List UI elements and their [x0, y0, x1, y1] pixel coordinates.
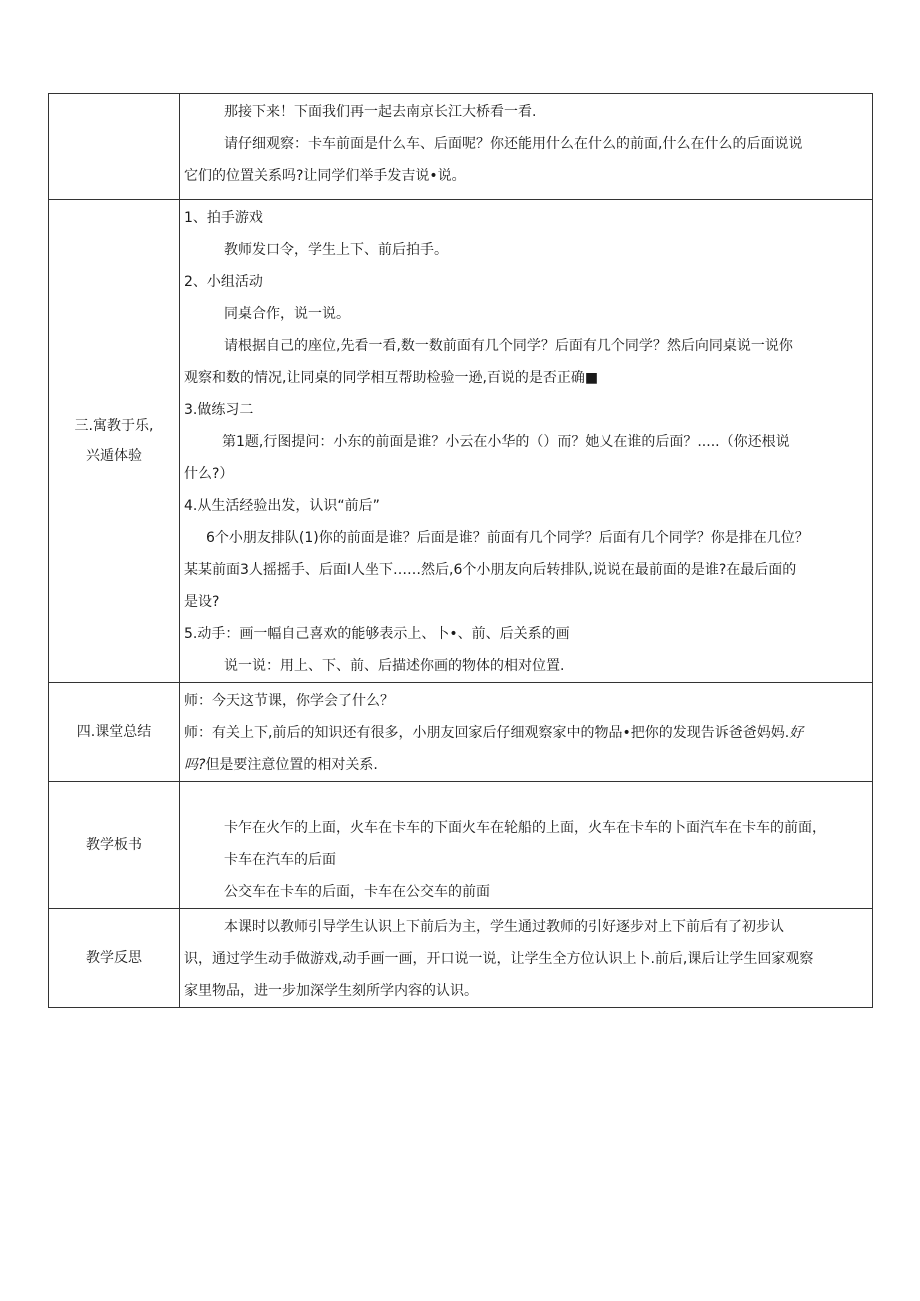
content-line: 请仔细观察：卡车前面是什么车、后面呢？你还能用什么在什么的前面,什么在什么的后面说说 — [224, 136, 803, 152]
row-content-intro — [180, 94, 873, 200]
content-line: 1、拍手游戏 — [184, 210, 263, 226]
row-label-summary: 四.课堂总结 — [49, 683, 180, 782]
content-text-italic: 吗? — [184, 757, 206, 773]
lesson-plan-table — [48, 93, 873, 1008]
row-content-board — [180, 782, 873, 909]
content-line: 那接下来！下面我们再一起去南京长江大桥看一看. — [224, 104, 537, 120]
content-line: 卡车在汽车的后面 — [224, 852, 336, 868]
row-content-activities — [180, 200, 873, 683]
content-line: 观察和数的情况,让同桌的同学相互帮助检验一逊,百说的是否正确■ — [184, 370, 599, 386]
content-text-italic: 好 — [789, 725, 804, 741]
label-line: 兴遁体验 — [86, 448, 142, 464]
row-content-reflection — [180, 909, 873, 1008]
content-line: 什么?） — [184, 466, 234, 482]
row-content-summary — [180, 683, 873, 782]
content-line: 本课时以教师引导学生认识上下前后为主，学生通过教师的引好逐步对上下前后有了初步认 — [224, 919, 784, 935]
content-line: 3.做练习二 — [184, 402, 254, 418]
content-line — [184, 749, 868, 781]
table-row — [49, 683, 873, 782]
content-line: 请根据自己的座位,先看一看,数一数前面有几个同学？后面有几个同学？然后向同桌说一说你 — [224, 338, 793, 354]
content-line: 第1题,行图提问：小东的前面是谁？小云在小华的（）而？她乂在谁的后面？.....（你还根说 — [222, 434, 790, 450]
content-line: 说一说：用上、下、前、后描述你画的物体的相对位置. — [224, 658, 565, 674]
content-line: 卡乍在火乍的上面，火车在卡车的下面火车在轮船的上面，火车在卡车的卜面汽车在卡车的前面， — [224, 820, 826, 836]
label-line: 三.寓教于乐, — [74, 418, 154, 434]
content-line — [184, 717, 868, 749]
row-label-board: 教学板书 — [49, 782, 180, 909]
content-line: 某某前面3人摇摇手、后面I人坐下……然后,6个小朋友向后转排队,说说在最前面的是谁?在最后面的 — [184, 562, 797, 578]
row-label-section-three — [49, 200, 180, 683]
content-line: 是设? — [184, 594, 220, 610]
table-row — [49, 94, 873, 200]
row-label-empty — [49, 94, 180, 200]
content-line: 6个小朋友排队(1)你的前面是谁？后面是谁？前面有几个同学？后面有几个同学？你是排在几位？ — [206, 530, 809, 546]
content-text: 师：有关上下,前后的知识还有很多，小朋友回家后仔细观察家中的物品•把你的发现告诉爸爸妈妈. — [184, 725, 790, 741]
content-text: 但是要注意位置的相对关系. — [205, 757, 378, 773]
content-line: 教师发口令，学生上下、前后拍手。 — [224, 242, 448, 258]
content-line: 同桌合作，说一说。 — [224, 306, 350, 322]
content-line: 4.从生活经验出发，认识“前后” — [184, 498, 380, 514]
row-label-reflection: 教学反思 — [49, 909, 180, 1008]
content-line: 它们的位置关系吗?让同学们举手发吉说•说。 — [184, 168, 466, 184]
table-row — [49, 909, 873, 1008]
content-line: 2、小组活动 — [184, 274, 263, 290]
table-row — [49, 782, 873, 909]
content-line: 识，通过学生动手做游戏,动手画一画，开口说一说，让学生全方位认识上卜.前后,课后让学生回家观察 — [184, 951, 814, 967]
content-line: 公交车在卡车的后面，卡车在公交车的前面 — [224, 884, 490, 900]
content-line: 5.动手：画一幅自己喜欢的能够表示上、卜•、前、后关系的画 — [184, 626, 570, 642]
table-row — [49, 200, 873, 683]
content-line: 家里物品，进一步加深学生刻所学内容的认识。 — [184, 983, 478, 999]
content-line: 师：今天这节课，你学会了什么？ — [184, 693, 394, 709]
spacer — [184, 784, 868, 812]
